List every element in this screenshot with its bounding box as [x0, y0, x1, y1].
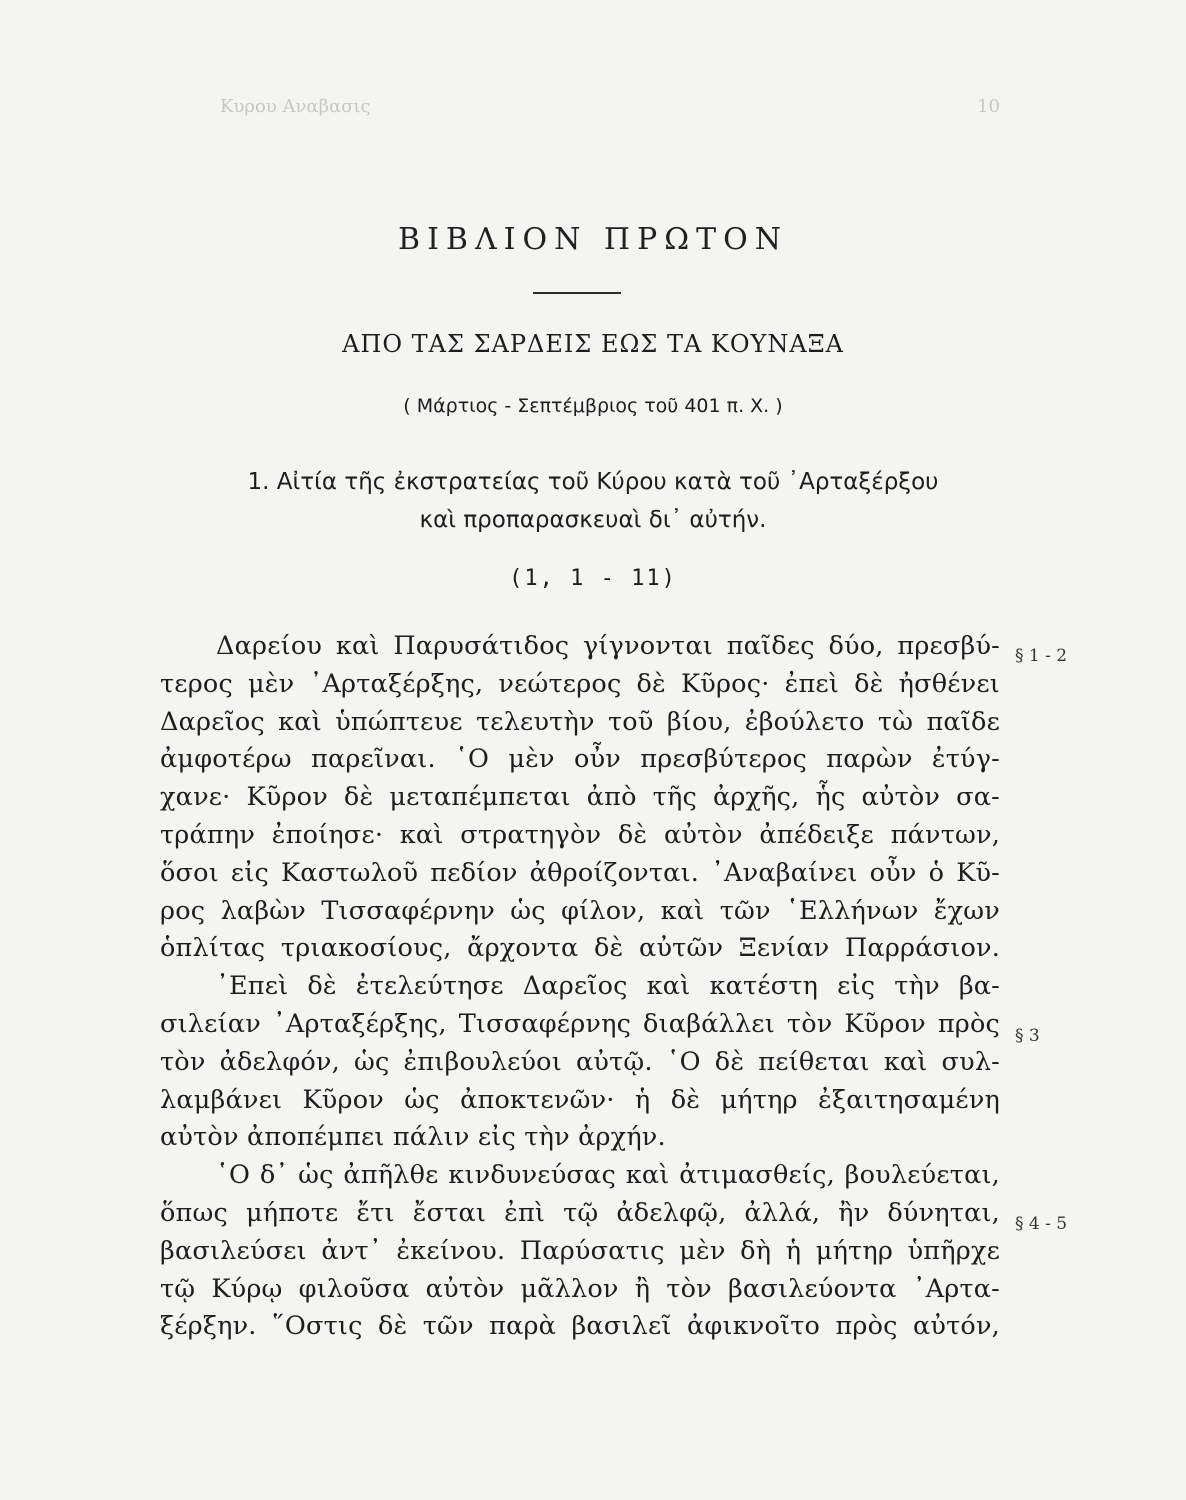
section-mark: § 1 - 2 [1015, 646, 1068, 666]
text-line: βασιλεύσει ἀντ᾿ ἐκείνου. Παρύσατις μὲν δὴ ἡ μήτηρ ὑπῆρχε [160, 1235, 1000, 1266]
text-line: ῾Ο δ᾿ ὡς ἀπῆλθε κινδυνεύσας καὶ ἀτιμασθείς, βουλεύεται, [216, 1160, 1000, 1191]
chapter-title [0, 463, 1186, 539]
text-line: τὸν ἀδελφόν, ὡς ἐπιβουλεύοι αὐτῷ. ῾Ο δὲ πείθεται καὶ συλ- [160, 1046, 1000, 1077]
page-number: 10 [977, 96, 1000, 117]
text-line: τράπην ἐποίησε· καὶ στρατηγὸν δὲ αὐτὸν ἀπέδειξε πάντων, [160, 819, 1000, 850]
text-line: σιλείαν ᾿Αρταξέρξης, Τισσαφέρνης διαβάλλει τὸν Κῦρον πρὸς [160, 1008, 1000, 1039]
text-line: ὅπως μήποτε ἔτι ἔσται ἐπὶ τῷ ἀδελφῷ, ἀλλά, ἢν δύνηται, [160, 1197, 1000, 1228]
text-line: ᾿Επεὶ δὲ ἐτελεύτησε Δαρεῖος καὶ κατέστη εἰς τὴν βα- [216, 971, 1000, 1002]
text-line: Δαρεῖος καὶ ὑπώπτευε τελευτὴν τοῦ βίου, ἐβούλετο τὼ παῖδε [160, 706, 1000, 737]
text-line: ὁπλίτας τριακοσίους, ἄρχοντα δὲ αὐτῶν Ξενίαν Παρράσιον. [160, 933, 1000, 964]
text-line: τῷ Κύρῳ φιλοῦσα αὐτὸν μᾶλλον ἢ τὸν βασιλεύοντα ᾿Αρτα- [160, 1273, 1000, 1304]
chapter-title-line-2: καὶ προπαρασκευαὶ δι᾿ αὐτήν. [419, 507, 767, 533]
text-line: χανε· Κῦρον δὲ μεταπέμπεται ἀπὸ τῆς ἀρχῆς, ἧς αὐτὸν σα- [160, 782, 1000, 813]
chapter-title-line-1: 1. Αἰτία τῆς ἐκστρατείας τοῦ Κύρου κατὰ τοῦ ᾿Αρταξέρξου [247, 469, 939, 495]
text-line: τερος μὲν ᾿Αρταξέρξης, νεώτερος δὲ Κῦρος· ἐπεὶ δὲ ἠσθένει [160, 668, 1000, 699]
body-text [160, 628, 1000, 1346]
text-line: λαμβάνει Κῦρον ὡς ἀποκτενῶν· ἡ δὲ μήτηρ ἐξαιτησαμένη [160, 1084, 1000, 1115]
section-mark: § 3 [1015, 1026, 1040, 1046]
text-line: Δαρείου καὶ Παρυσάτιδος γίγνονται παῖδες δύο, πρεσβύ- [216, 631, 1000, 661]
text-line: ρος λαβὼν Τισσαφέρνην ὡς φίλον, καὶ τῶν ῾Ελλήνων ἔχων [160, 895, 1000, 926]
text-line: ξέρξην. ῞Οστις δὲ τῶν παρὰ βασιλεῖ ἀφικνοῖτο πρὸς αὐτόν, [160, 1311, 1000, 1342]
chapter-reference: (1, 1 - 11) [509, 566, 677, 591]
text-line: ἀμφοτέρω παρεῖναι. ῾Ο μὲν οὖν πρεσβύτερος παρὼν ἐτύγ- [160, 744, 1000, 775]
book-title: ΒΙΒΛΙΟΝ ΠΡΩΤΟΝ [398, 222, 788, 257]
title-divider [533, 292, 621, 294]
text-line: ὅσοι εἰς Καστωλοῦ πεδίον ἀθροίζονται. ᾿Αναβαίνει οὖν ὁ Κῦ- [160, 857, 1000, 888]
running-title: Κυρου Αναβασις [220, 96, 371, 117]
date-range: ( Μάρτιος - Σεπτέμβριος τοῦ 401 π. Χ. ) [403, 395, 783, 417]
text-line: αὐτὸν ἀποπέμπει πάλιν εἰς τὴν ἀρχήν. [160, 1122, 666, 1153]
section-mark: § 4 - 5 [1015, 1214, 1068, 1234]
part-title: ΑΠΟ ΤΑΣ ΣΑΡΔΕΙΣ ΕΩΣ ΤΑ ΚΟΥΝΑΞΑ [342, 330, 844, 358]
